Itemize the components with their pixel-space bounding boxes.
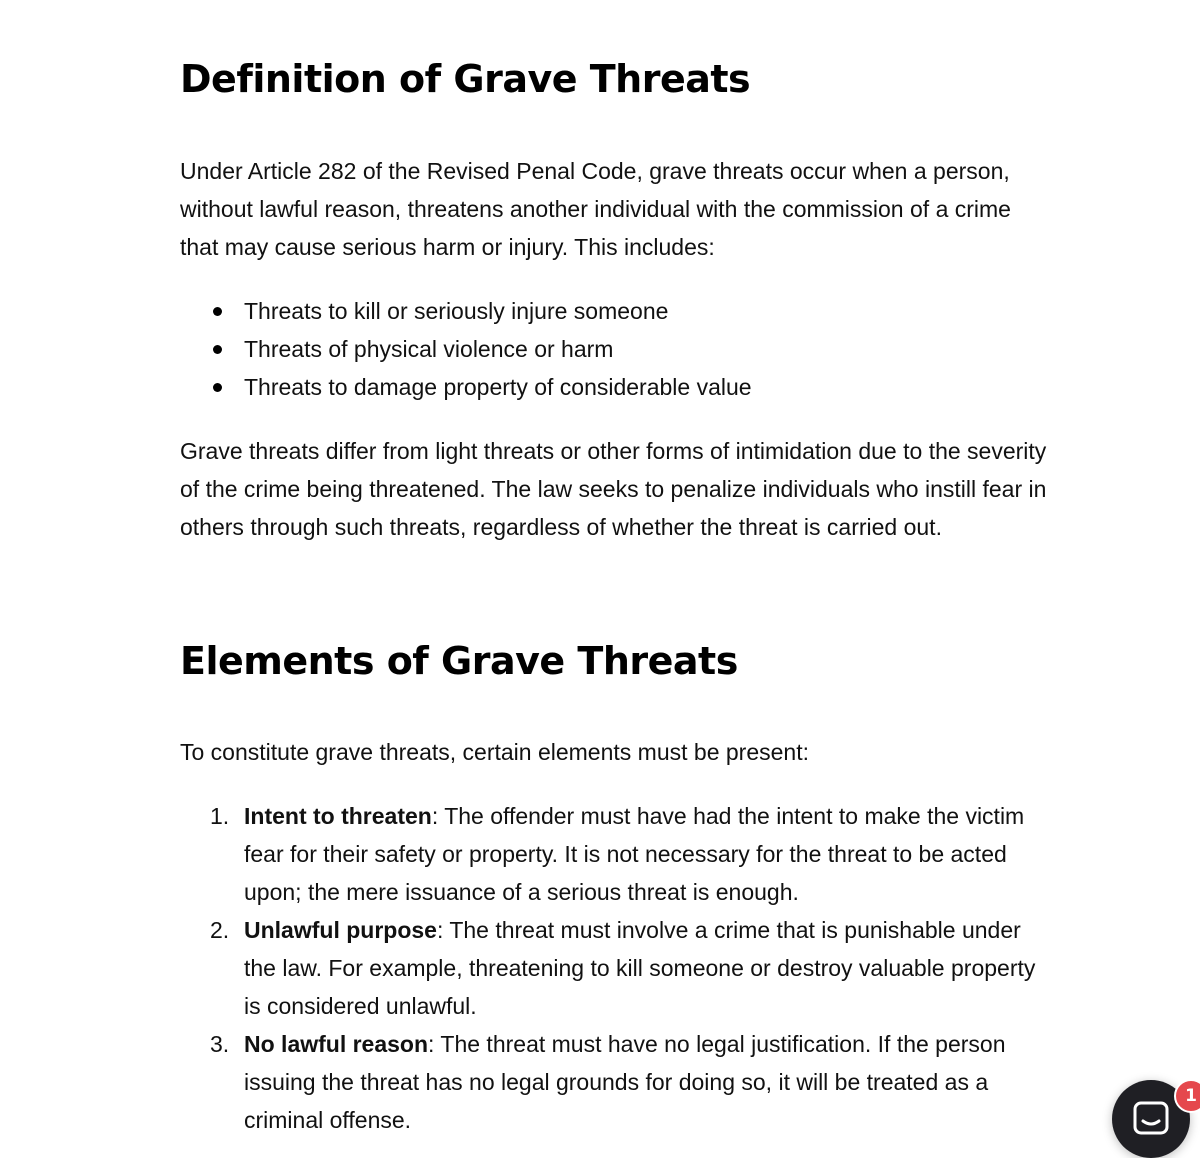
threat-types-list — [180, 292, 752, 406]
element-description: : The offender must have had the intent to make the victim fear for their safety or property. It is not necessary for the threat to be acted upon; the mere issuance of a serious threat is enough. — [244, 803, 1025, 905]
element-term: No lawful reason — [244, 1031, 429, 1057]
definition-intro-paragraph: Under Article 282 of the Revised Penal Code, grave threats occur when a person, without lawful reason, threatens another individual with the commission of a crime that may cause serious harm or injury. This includes: — [180, 158, 1011, 260]
list-item — [210, 1025, 1044, 1139]
element-term: Unlawful purpose — [244, 917, 437, 943]
list-item — [210, 797, 1044, 911]
element-term: Intent to threaten — [244, 803, 432, 829]
list-item: Threats to kill or seriously injure someone — [244, 292, 752, 330]
list-item: Threats of physical violence or harm — [244, 330, 752, 368]
element-description: : The threat must have no legal justification. If the person issuing the threat has no legal grounds for doing so, it will be treated as a criminal offense. — [244, 1031, 1006, 1133]
elements-intro-paragraph: To constitute grave threats, certain elements must be present: — [180, 739, 809, 765]
list-item: Threats to damage property of considerable value — [244, 368, 752, 406]
notification-badge: 1 — [1174, 1079, 1200, 1113]
element-description: : The threat must involve a crime that is punishable under the law. For example, threatening to kill someone or destroy valuable property is considered unlawful. — [244, 917, 1036, 1019]
list-item — [210, 911, 1044, 1025]
definition-closing-paragraph: Grave threats differ from light threats or other forms of intimidation due to the severity of the crime being threatened. The law seeks to penalize individuals who instill fear in others through such threats, regardless of whether the threat is carried out. — [180, 438, 1047, 540]
list-number: 1. — [210, 803, 230, 829]
elements-list — [180, 797, 1044, 1139]
list-number: 2. — [210, 917, 230, 943]
section-heading-definition: Definition of Grave Threats — [180, 57, 751, 101]
chat-bubble-icon — [1132, 1100, 1170, 1138]
list-number: 3. — [210, 1031, 230, 1057]
section-heading-elements: Elements of Grave Threats — [180, 639, 738, 683]
